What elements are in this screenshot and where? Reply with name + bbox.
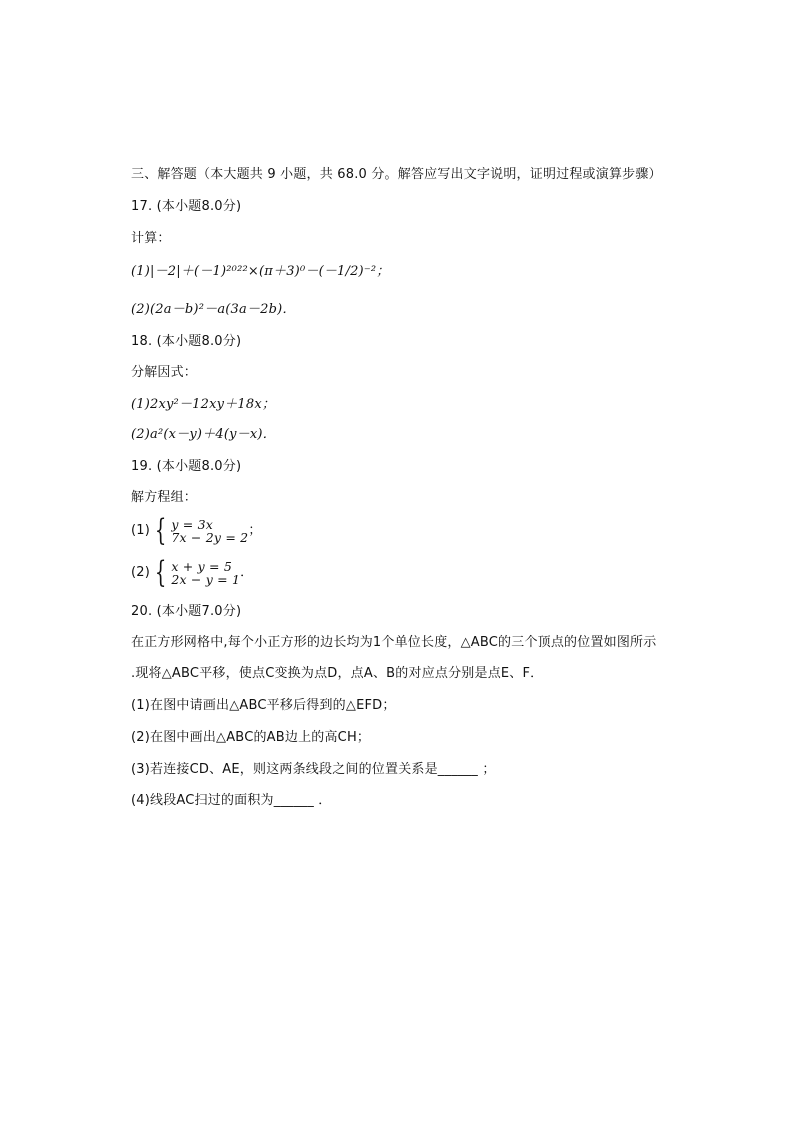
- q18-instruction: 分解因式：: [131, 365, 198, 380]
- q18-part2: (2)a²(x－y)＋4(y－x)．: [131, 427, 276, 442]
- q20-part4: (4)线段AC扫过的面积为______ ．: [131, 793, 332, 808]
- q19-part1-end: ；: [248, 523, 262, 538]
- q18-part1: (1)2xy²－12xy＋18x；: [131, 397, 276, 412]
- q17-part2: (2)(2a－b)²－a(3a－2b)．: [131, 302, 296, 317]
- q19-part1-equations: [171, 518, 248, 544]
- q19-part2-eq2: 2x − y = 1: [171, 572, 241, 587]
- left-brace-icon: {: [154, 555, 167, 590]
- q19-part2: [131, 555, 254, 590]
- q19-part2-eq1: x + y = 5: [171, 559, 233, 574]
- q20-part1: (1)在图中请画出△ABC平移后得到的△EFD；: [131, 698, 396, 713]
- q20-part2: (2)在图中画出△ABC的AB边上的高CH；: [131, 730, 371, 745]
- q19-instruction: 解方程组：: [131, 490, 198, 505]
- q19-header: 19. (本小题8.0分): [131, 459, 242, 474]
- q19-part2-label: (2): [131, 565, 151, 580]
- q19-part1-label: (1): [131, 523, 151, 538]
- q19-part1-eq2: 7x − 2y = 2: [171, 530, 249, 545]
- q19-part1-eq1: y = 3x: [171, 517, 213, 532]
- q20-header: 20. (本小题7.0分): [131, 604, 242, 619]
- q19-part2-equations: [171, 560, 240, 586]
- q19-part2-end: ．: [240, 565, 254, 580]
- q20-line1: 在正方形网格中,每个小正方形的边长均为1个单位长度，△ABC的三个顶点的位置如图所示: [131, 635, 657, 650]
- q20-part3: (3)若连接CD、AE，则这两条线段之间的位置关系是______ ；: [131, 762, 496, 777]
- section-title: 三、解答题（本大题共 9 小题，共 68.0 分。解答应写出文字说明，证明过程或演算步骤）: [131, 167, 662, 182]
- q18-header: 18. (本小题8.0分): [131, 334, 242, 349]
- q19-part2-system: [131, 555, 254, 590]
- q19-part1-system: [131, 513, 262, 548]
- q17-header: 17. (本小题8.0分): [131, 199, 242, 214]
- q17-instruction: 计算：: [131, 231, 171, 246]
- q19-part1: [131, 513, 262, 548]
- left-brace-icon: {: [154, 513, 167, 548]
- q17-part1: (1)|－2|＋(－1)²⁰²²×(π＋3)⁰－(－1/2)⁻²；: [131, 264, 390, 279]
- q20-line2: .现将△ABC平移，使点C变换为点D，点A、B的对应点分别是点E、F．: [131, 666, 544, 681]
